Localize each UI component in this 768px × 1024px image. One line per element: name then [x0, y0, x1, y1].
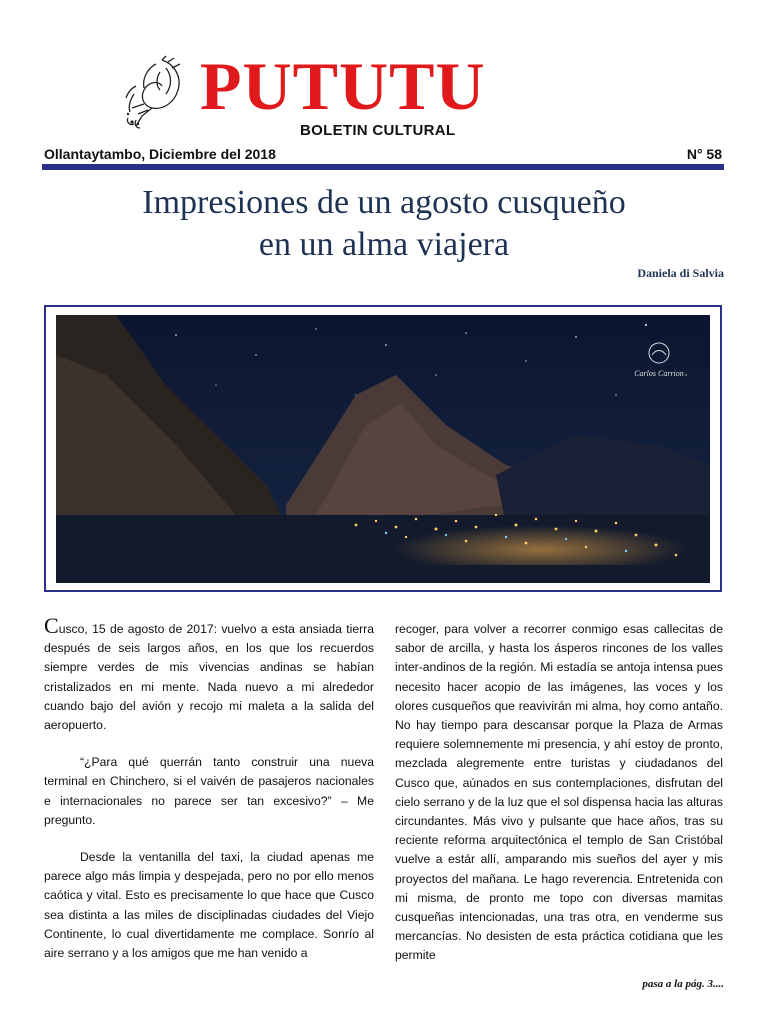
newsletter-subtitle: BOLETIN CULTURAL [300, 122, 456, 139]
article-title [40, 182, 728, 266]
article-title-line-2: en un alma viajera [258, 226, 510, 263]
article-paragraph-4: recoger, para volver a recorrer conmigo esas callecitas de sabor de arcilla, y hasta los ásperos rincones de los valles inter-andinos de la región. Mi estadía se antoja intensa pues necesito hacer acopio de las imágenes, las voces y los olores cusqueños que reavivirán mi alma, hoy como antaño. No hay tiempo para descansar porque la Plaza de Armas requiere solemnemente mi presencia, y ahí estoy de pronto, mezclada alegremente entre turistas y ciudadanos del Cusco que, aúnados en sus contemplaciones, disfrutan del cielo serrano y de la luz que el sol dispensa hacia las alturas circundantes. Más vivo y pulsante que hace años, tras su reciente reforma arquitectónica el templo de San Cristóbal vuelve a estár allí, amparando mis sueños del ayer y mis proyectos del mañana. Le hago reverencia. Entretenida con mi misma, de pronto me topo con diversas mamitas cusqueñas intencionadas, una tras otra, en venderme sus mercancías. No desisten de esta práctica cotidiana que les permite [395, 622, 723, 963]
header-rule [42, 164, 724, 170]
continued-note: pasa a la pág. 3.... [642, 978, 724, 990]
conch-shell-icon [122, 54, 188, 130]
newsletter-title: PUTUTU [200, 48, 486, 124]
article-paragraph-1 [44, 613, 374, 735]
article-column-right [395, 620, 723, 966]
article-paragraph-3: Desde la ventanilla del taxi, la ciudad apenas me parece algo más limpia y despejada, pero no por ello menos caótica y vital. Esto es precisamente lo que hace que Cusco sea distinta a las miles de disciplinadas ciudades del Viejo Continente, lo cual divertidamente me complace. Sonrío al aire serrano y a los amigos que me han venido a [44, 850, 374, 961]
article-column-left [44, 613, 374, 963]
photo-watermark: Carlos Carrion [634, 369, 684, 378]
article-author: Daniela di Salvia [637, 266, 724, 280]
night-view-ollantaytambo-icon [56, 315, 710, 583]
drop-cap: C [44, 613, 59, 638]
photo-frame [44, 305, 722, 592]
article-title-line-1: Impresiones de un agosto cusqueño [142, 184, 626, 221]
issue-number: N° 58 [686, 146, 722, 162]
dateline: Ollantaytambo, Diciembre del 2018 [44, 146, 276, 162]
paragraph-1-text: usco, 15 de agosto de 2017: vuelvo a esta ansiada tierra después de seis largos años, en los que los recuerdos siempre verdes de mis vivencias andinas se habían cristalizados en mi mente. Nada nuevo a mi alrededor cuando bajo del avión y recojo mi maleta a la salida del aeropuerto. [44, 622, 374, 733]
article-paragraph-2: “¿Para qué querrán tanto construir una nueva terminal en Chinchero, si el vaivén de pasajeros nacionales e internacionales no parece ser tan excesivo?” – Me pregunto. [44, 755, 374, 827]
